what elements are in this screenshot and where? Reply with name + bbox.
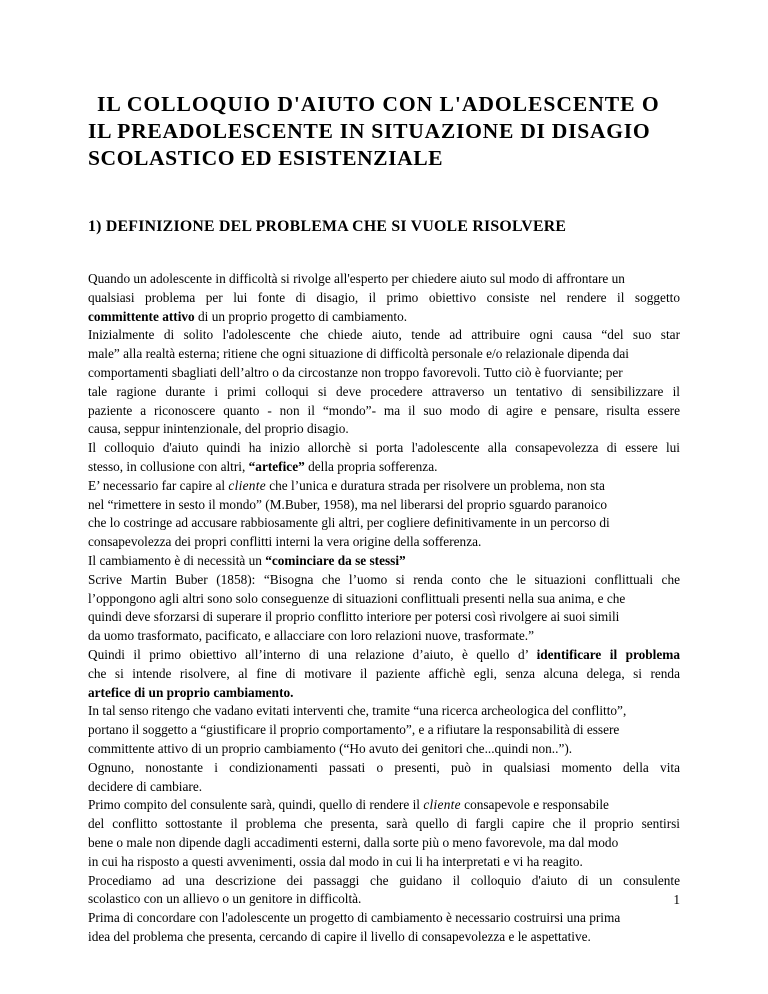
body-line: Procediamo ad una descrizione dei passaggi che guidano il colloquio d'aiuto di un consulente: [88, 872, 680, 888]
text-run: di un proprio progetto di cambiamento.: [194, 308, 408, 324]
document-title: [88, 91, 688, 172]
title-line-2: IL PREADOLESCENTE IN SITUAZIONE DI DISAGIO: [88, 119, 651, 143]
body-line: [88, 308, 680, 327]
text-run: consapevole e responsabile: [460, 797, 609, 813]
body-line: Ognuno, nonostante i condizionamenti passati o presenti, può in qualsiasi momento della vita: [88, 759, 680, 775]
text-run: della propria sofferenza.: [304, 458, 438, 474]
body-line: [88, 458, 680, 477]
body-line: [88, 646, 680, 665]
body-line: in cui ha risposto a questi avvenimenti, ossia dal modo in cui li ha interpretati e vi ha reagito.: [88, 853, 583, 869]
body-line: del conflitto sottostante il problema che presenta, sarà quello di fargli capire che il proprio sentirsi: [88, 816, 680, 832]
body-line: che si intende risolvere, al fine di motivare il paziente affichè egli, senza alcuna delega, si renda: [88, 665, 680, 681]
bold-phrase: “cominciare da se stessi”: [265, 552, 406, 568]
text-run: E’ necessario far capire al: [88, 477, 229, 493]
text-run: Primo compito del consulente sarà, quindi, quello di rendere il: [88, 797, 424, 813]
body-line: portano il soggetto a “giustificare il proprio comportamento”, e a rifiutare la responsabilità di essere: [88, 722, 620, 738]
body-line: scolastico con un allievo o un genitore in difficoltà.: [88, 891, 362, 907]
body-text: [88, 270, 680, 947]
body-line: che lo costringe ad accusare rabbiosamente gli altri, per cogliere definitivamente in un percorso di: [88, 515, 610, 531]
body-line: Prima di concordare con l'adolescente un progetto di cambiamento è necessario costruirsi una prima: [88, 910, 621, 926]
body-line: consapevolezza dei propri conflitti interni la vera origine della sofferenza.: [88, 534, 482, 550]
body-line: nel “rimettere in sesto il mondo” (M.Buber, 1958), ma nel liberarsi del proprio sguardo paranoico: [88, 496, 608, 512]
body-line: comportamenti sbagliati dell’altro o da circostanze non troppo favorevoli. Tutto ciò è fuorviante; per: [88, 364, 623, 380]
italic-word: cliente: [423, 797, 461, 813]
title-line-3: SCOLASTICO ED ESISTENZIALE: [88, 146, 444, 170]
text-run: stesso, in collusione con altri,: [88, 458, 249, 474]
body-line: male” alla realtà esterna; ritiene che ogni situazione di difficoltà personale e/o relazionale dipenda dai: [88, 346, 629, 362]
italic-word: cliente: [228, 477, 266, 493]
bold-phrase: committente attivo: [88, 308, 195, 324]
body-line: [88, 477, 680, 496]
body-line: committente attivo di un proprio cambiamento (“Ho avuto dei genitori che...quindi non..”).: [88, 740, 573, 756]
body-line: causa, seppur inintenzionale, del proprio disagio.: [88, 421, 349, 437]
body-line: Scrive Martin Buber (1858): “Bisogna che l’uomo si renda conto che le situazioni conflittuali che: [88, 571, 680, 587]
body-line: Il colloquio d'aiuto quindi ha inizio allorchè si porta l'adolescente alla consapevolezza di essere lui: [88, 440, 680, 456]
body-line: da uomo trasformato, pacificato, e allacciare con loro relazioni nuove, trasformate.”: [88, 628, 534, 644]
body-line: paziente a riconoscere quanto - non il “mondo”- ma il suo modo di agire e pensare, risulta essere: [88, 402, 680, 418]
title-line-1: IL COLLOQUIO D'AIUTO CON L'ADOLESCENTE O: [97, 92, 660, 116]
section-heading: 1) DEFINIZIONE DEL PROBLEMA CHE SI VUOLE RISOLVERE: [88, 218, 567, 235]
text-run: Il cambiamento è di necessità un: [88, 552, 266, 568]
body-line: [88, 684, 680, 703]
body-line: bene o male non dipende dagli accadimenti esterni, dalla sorte più o meno favorevole, ma dal modo: [88, 834, 619, 850]
body-line: qualsiasi problema per lui fonte di disagio, il primo obiettivo consiste nel rendere il soggetto: [88, 289, 680, 305]
body-line: In tal senso ritengo che vadano evitati interventi che, tramite “una ricerca archeologica del conflitto”,: [88, 703, 627, 719]
body-line: quindi deve sforzarsi di superare il proprio conflitto interiore per potersi così rivolgere ai suoi simili: [88, 609, 620, 625]
body-line: Inizialmente di solito l'adolescente che chiede aiuto, tende ad attribuire ogni causa “del suo star: [88, 327, 680, 343]
text-run: che l’unica e duratura strada per risolvere un problema, non sta: [265, 477, 605, 493]
bold-phrase: identificare il problema: [536, 646, 680, 662]
body-line: tale ragione durante i primi colloqui si deve procedere attraverso un tentativo di sensibilizzare il: [88, 383, 680, 399]
bold-phrase: artefice di un proprio cambiamento.: [88, 684, 294, 700]
body-line: [88, 796, 680, 815]
page-number: 1: [673, 892, 680, 907]
bold-phrase: “artefice”: [248, 458, 305, 474]
body-line: Quando un adolescente in difficoltà si rivolge all'esperto per chiedere aiuto sul modo di affrontare un: [88, 271, 625, 286]
body-line: idea del problema che presenta, cercando di capire il livello di consapevolezza e le aspettative.: [88, 928, 591, 944]
body-line: [88, 552, 680, 571]
text-run: Quindi il primo obiettivo all’interno di una relazione d’aiuto, è quello d’: [88, 646, 537, 662]
body-line: decidere di cambiare.: [88, 778, 203, 794]
body-line: l’oppongono agli altri sono solo conseguenze di situazioni conflittuali presenti nella sua anima, e che: [88, 590, 626, 606]
